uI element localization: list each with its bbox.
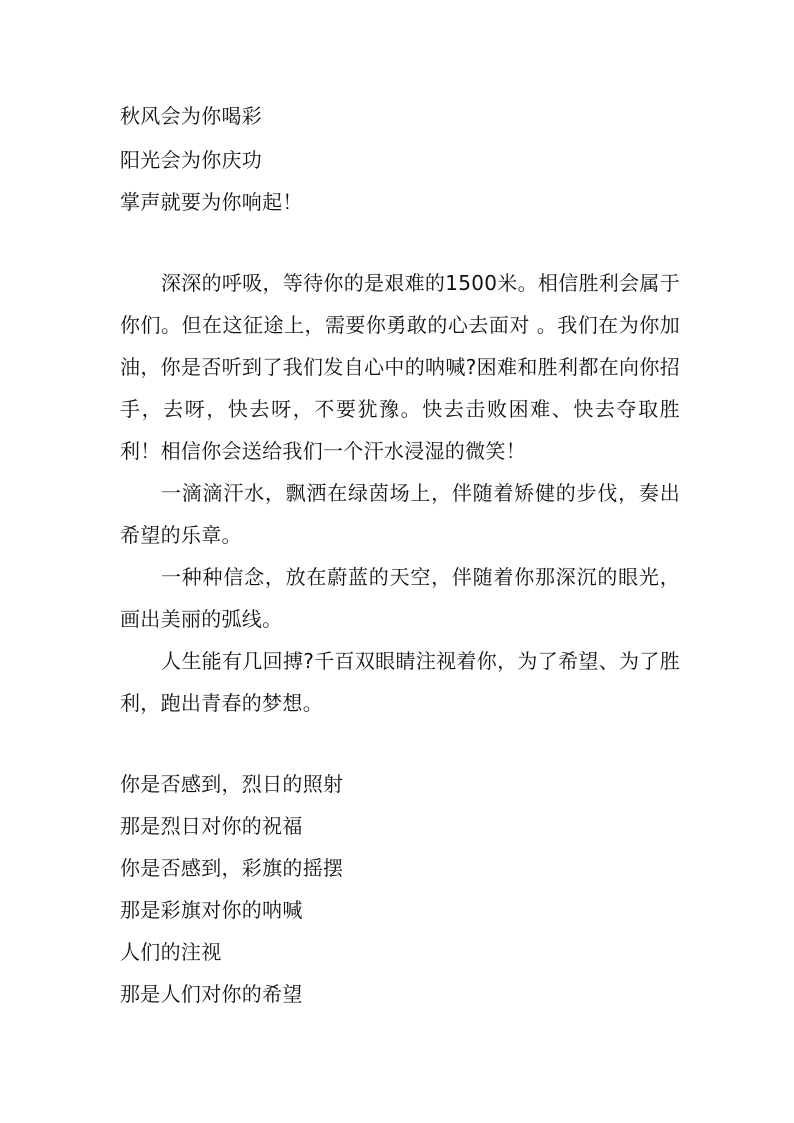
poem-line: 那是彩旗对你的呐喊 <box>120 898 303 922</box>
poem-line: 那是烈日对你的祝福 <box>120 814 303 838</box>
poem-line: 人们的注视 <box>120 940 222 964</box>
body-paragraph: 深深的呼吸，等待你的是艰难的1500米。相信胜利会属于你们。但在这征途上，需要你勇敢的心去面对 。我们在为你加油，你是否听到了我们发自心中的呐喊?困难和胜利都在向你招手，去呀，快去呀，不要犹豫。快去击败困难、快去夺取胜利！相信你会送给我们一个汗水浸湿的微笑！ <box>120 271 680 463</box>
body-paragraph: 一种种信念，放在蔚蓝的天空，伴随着你那深沉的眼光，画出美丽的弧线。 <box>120 565 680 631</box>
body-paragraph: 一滴滴汗水，飘洒在绿茵场上，伴随着矫健的步伐，奏出希望的乐章。 <box>120 481 680 547</box>
poem-line: 秋风会为你喝彩 <box>120 104 263 128</box>
poem-line: 掌声就要为你响起！ <box>120 190 303 214</box>
poem-line: 阳光会为你庆功 <box>120 148 263 172</box>
poem-line: 那是人们对你的希望 <box>120 982 303 1006</box>
body-paragraph: 人生能有几回搏?千百双眼睛注视着你，为了希望、为了胜利，跑出青春的梦想。 <box>120 649 680 715</box>
poem-line: 你是否感到，烈日的照射 <box>120 772 344 796</box>
poem-line: 你是否感到，彩旗的摇摆 <box>120 856 344 880</box>
